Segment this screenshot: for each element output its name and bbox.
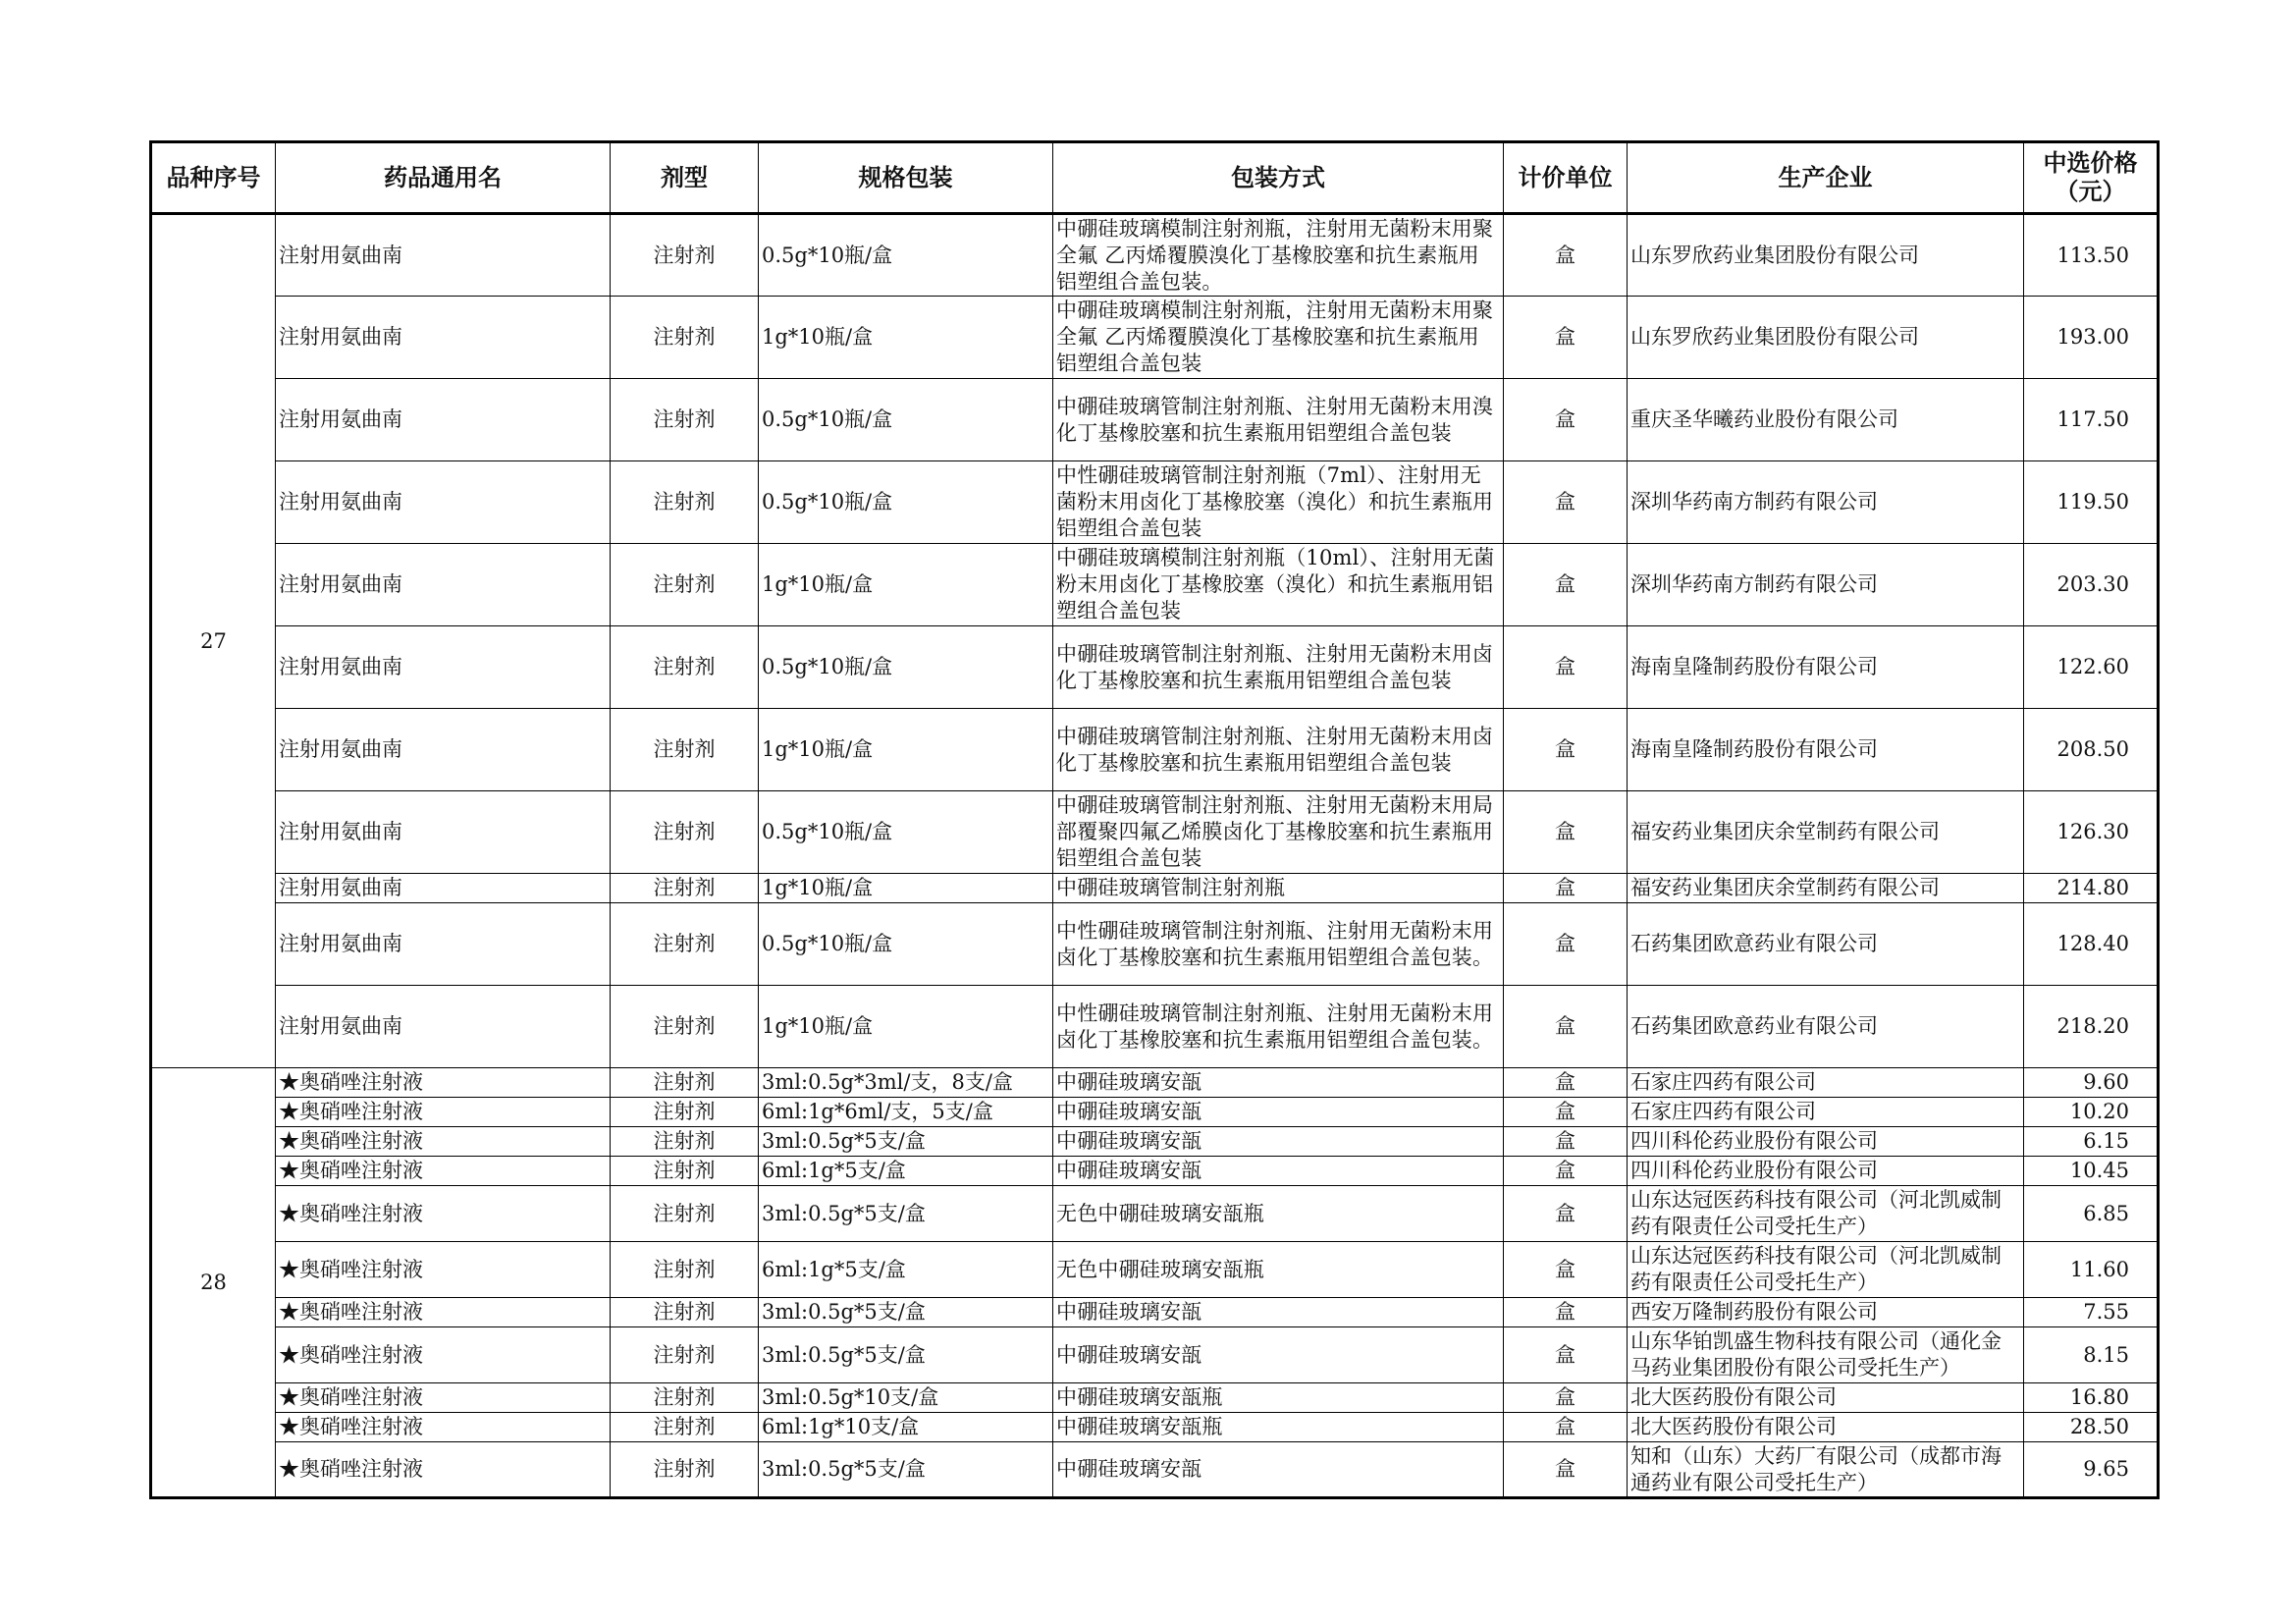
unit-cell: 盒	[1504, 1413, 1628, 1442]
unit-cell: 盒	[1504, 544, 1628, 626]
drug-name-cell: ★奥硝唑注射液	[276, 1413, 611, 1442]
table-row	[151, 544, 2159, 626]
packaging-cell: 中硼硅玻璃管制注射剂瓶、注射用无菌粉末用卤化丁基橡胶塞和抗生素瓶用铝塑组合盖包装	[1053, 709, 1504, 791]
spec-cell: 6ml:1g*5支/盒	[759, 1242, 1053, 1298]
dosage-form-cell: 注射剂	[611, 1127, 759, 1157]
table-row	[151, 1383, 2159, 1413]
table-row	[151, 297, 2159, 379]
drug-name-cell: 注射用氨曲南	[276, 297, 611, 379]
manufacturer-cell: 山东罗欣药业集团股份有限公司	[1628, 297, 2024, 379]
packaging-cell: 中硼硅玻璃安瓿	[1053, 1327, 1504, 1383]
price-cell: 126.30	[2024, 791, 2159, 874]
manufacturer-cell: 北大医药股份有限公司	[1628, 1383, 2024, 1413]
price-cell: 6.15	[2024, 1127, 2159, 1157]
manufacturer-cell: 石家庄四药有限公司	[1628, 1098, 2024, 1127]
table-row	[151, 874, 2159, 903]
header-unit: 计价单位	[1504, 142, 1628, 214]
drug-name-cell: ★奥硝唑注射液	[276, 1383, 611, 1413]
spec-cell: 6ml:1g*10支/盒	[759, 1413, 1053, 1442]
price-cell: 203.30	[2024, 544, 2159, 626]
drug-name-cell: ★奥硝唑注射液	[276, 1242, 611, 1298]
drug-name-cell: 注射用氨曲南	[276, 214, 611, 297]
spec-cell: 6ml:1g*5支/盒	[759, 1157, 1053, 1186]
packaging-cell: 中硼硅玻璃模制注射剂瓶，注射用无菌粉末用聚全氟 乙丙烯覆膜溴化丁基橡胶塞和抗生素瓶用铝塑组合盖包装。	[1053, 214, 1504, 297]
drug-name-cell: ★奥硝唑注射液	[276, 1068, 611, 1098]
drug-name-cell: ★奥硝唑注射液	[276, 1186, 611, 1242]
dosage-form-cell: 注射剂	[611, 461, 759, 544]
drug-name-cell: 注射用氨曲南	[276, 874, 611, 903]
drug-name-cell: ★奥硝唑注射液	[276, 1157, 611, 1186]
manufacturer-cell: 深圳华药南方制药有限公司	[1628, 461, 2024, 544]
spec-cell: 0.5g*10瓶/盒	[759, 214, 1053, 297]
price-cell: 16.80	[2024, 1383, 2159, 1413]
spec-cell: 0.5g*10瓶/盒	[759, 461, 1053, 544]
drug-name-cell: ★奥硝唑注射液	[276, 1298, 611, 1327]
manufacturer-cell: 海南皇隆制药股份有限公司	[1628, 626, 2024, 709]
spec-cell: 0.5g*10瓶/盒	[759, 626, 1053, 709]
dosage-form-cell: 注射剂	[611, 1298, 759, 1327]
dosage-form-cell: 注射剂	[611, 1186, 759, 1242]
manufacturer-cell: 西安万隆制药股份有限公司	[1628, 1298, 2024, 1327]
packaging-cell: 中硼硅玻璃安瓿	[1053, 1157, 1504, 1186]
seq-cell: 27	[151, 214, 276, 1068]
dosage-form-cell: 注射剂	[611, 709, 759, 791]
unit-cell: 盒	[1504, 214, 1628, 297]
packaging-cell: 中硼硅玻璃安瓿瓶	[1053, 1413, 1504, 1442]
drug-name-cell: 注射用氨曲南	[276, 379, 611, 461]
price-cell: 218.20	[2024, 986, 2159, 1068]
dosage-form-cell: 注射剂	[611, 214, 759, 297]
unit-cell: 盒	[1504, 1327, 1628, 1383]
packaging-cell: 中硼硅玻璃模制注射剂瓶，注射用无菌粉末用聚全氟 乙丙烯覆膜溴化丁基橡胶塞和抗生素瓶用铝塑组合盖包装	[1053, 297, 1504, 379]
price-table	[149, 140, 2160, 1499]
price-cell: 28.50	[2024, 1413, 2159, 1442]
dosage-form-cell: 注射剂	[611, 626, 759, 709]
packaging-cell: 中硼硅玻璃管制注射剂瓶、注射用无菌粉末用局部覆聚四氟乙烯膜卤化丁基橡胶塞和抗生素瓶用铝塑组合盖包装	[1053, 791, 1504, 874]
table-row	[151, 903, 2159, 986]
dosage-form-cell: 注射剂	[611, 1413, 759, 1442]
price-cell: 193.00	[2024, 297, 2159, 379]
header-dosage-form: 剂型	[611, 142, 759, 214]
packaging-cell: 中硼硅玻璃模制注射剂瓶（10ml）、注射用无菌粉末用卤化丁基橡胶塞（溴化）和抗生素瓶用铝塑组合盖包装	[1053, 544, 1504, 626]
drug-name-cell: 注射用氨曲南	[276, 903, 611, 986]
price-cell: 117.50	[2024, 379, 2159, 461]
table-row	[151, 1127, 2159, 1157]
price-cell: 119.50	[2024, 461, 2159, 544]
unit-cell: 盒	[1504, 1127, 1628, 1157]
table-row	[151, 1098, 2159, 1127]
price-cell: 122.60	[2024, 626, 2159, 709]
drug-name-cell: 注射用氨曲南	[276, 791, 611, 874]
table-row	[151, 626, 2159, 709]
manufacturer-cell: 石药集团欧意药业有限公司	[1628, 903, 2024, 986]
drug-name-cell: ★奥硝唑注射液	[276, 1327, 611, 1383]
dosage-form-cell: 注射剂	[611, 986, 759, 1068]
header-packaging: 包装方式	[1053, 142, 1504, 214]
spec-cell: 1g*10瓶/盒	[759, 709, 1053, 791]
price-cell: 9.60	[2024, 1068, 2159, 1098]
drug-name-cell: 注射用氨曲南	[276, 986, 611, 1068]
dosage-form-cell: 注射剂	[611, 1068, 759, 1098]
spec-cell: 1g*10瓶/盒	[759, 297, 1053, 379]
table-row	[151, 791, 2159, 874]
table-row	[151, 1327, 2159, 1383]
manufacturer-cell: 石家庄四药有限公司	[1628, 1068, 2024, 1098]
spec-cell: 1g*10瓶/盒	[759, 986, 1053, 1068]
drug-name-cell: ★奥硝唑注射液	[276, 1442, 611, 1498]
drug-name-cell: 注射用氨曲南	[276, 544, 611, 626]
manufacturer-cell: 山东罗欣药业集团股份有限公司	[1628, 214, 2024, 297]
header-price: 中选价格 （元）	[2024, 142, 2159, 214]
unit-cell: 盒	[1504, 379, 1628, 461]
unit-cell: 盒	[1504, 874, 1628, 903]
unit-cell: 盒	[1504, 1298, 1628, 1327]
dosage-form-cell: 注射剂	[611, 297, 759, 379]
unit-cell: 盒	[1504, 626, 1628, 709]
table-row	[151, 461, 2159, 544]
packaging-cell: 中硼硅玻璃安瓿瓶	[1053, 1383, 1504, 1413]
spec-cell: 3ml:0.5g*5支/盒	[759, 1127, 1053, 1157]
price-cell: 6.85	[2024, 1186, 2159, 1242]
drug-name-cell: ★奥硝唑注射液	[276, 1098, 611, 1127]
price-cell: 113.50	[2024, 214, 2159, 297]
spec-cell: 3ml:0.5g*10支/盒	[759, 1383, 1053, 1413]
manufacturer-cell: 四川科伦药业股份有限公司	[1628, 1127, 2024, 1157]
unit-cell: 盒	[1504, 1098, 1628, 1127]
unit-cell: 盒	[1504, 297, 1628, 379]
spec-cell: 3ml:0.5g*3ml/支，8支/盒	[759, 1068, 1053, 1098]
dosage-form-cell: 注射剂	[611, 1442, 759, 1498]
manufacturer-cell: 山东达冠医药科技有限公司（河北凯威制药有限责任公司受托生产）	[1628, 1242, 2024, 1298]
drug-name-cell: 注射用氨曲南	[276, 626, 611, 709]
price-cell: 11.60	[2024, 1242, 2159, 1298]
drug-name-cell: 注射用氨曲南	[276, 709, 611, 791]
table-row	[151, 1442, 2159, 1498]
spec-cell: 0.5g*10瓶/盒	[759, 791, 1053, 874]
price-cell: 8.15	[2024, 1327, 2159, 1383]
packaging-cell: 中性硼硅玻璃管制注射剂瓶、注射用无菌粉末用卤化丁基橡胶塞和抗生素瓶用铝塑组合盖包装。	[1053, 903, 1504, 986]
dosage-form-cell: 注射剂	[611, 791, 759, 874]
dosage-form-cell: 注射剂	[611, 544, 759, 626]
spec-cell: 6ml:1g*6ml/支，5支/盒	[759, 1098, 1053, 1127]
dosage-form-cell: 注射剂	[611, 1327, 759, 1383]
dosage-form-cell: 注射剂	[611, 1098, 759, 1127]
packaging-cell: 中硼硅玻璃安瓿	[1053, 1098, 1504, 1127]
table-row	[151, 709, 2159, 791]
unit-cell: 盒	[1504, 461, 1628, 544]
manufacturer-cell: 海南皇隆制药股份有限公司	[1628, 709, 2024, 791]
packaging-cell: 中性硼硅玻璃管制注射剂瓶、注射用无菌粉末用卤化丁基橡胶塞和抗生素瓶用铝塑组合盖包装。	[1053, 986, 1504, 1068]
dosage-form-cell: 注射剂	[611, 903, 759, 986]
manufacturer-cell: 四川科伦药业股份有限公司	[1628, 1157, 2024, 1186]
spec-cell: 0.5g*10瓶/盒	[759, 379, 1053, 461]
manufacturer-cell: 北大医药股份有限公司	[1628, 1413, 2024, 1442]
header-spec: 规格包装	[759, 142, 1053, 214]
manufacturer-cell: 福安药业集团庆余堂制药有限公司	[1628, 874, 2024, 903]
manufacturer-cell: 深圳华药南方制药有限公司	[1628, 544, 2024, 626]
header-seq: 品种序号	[151, 142, 276, 214]
price-cell: 10.45	[2024, 1157, 2159, 1186]
packaging-cell: 中硼硅玻璃安瓿	[1053, 1442, 1504, 1498]
manufacturer-cell: 重庆圣华曦药业股份有限公司	[1628, 379, 2024, 461]
table-row	[151, 214, 2159, 297]
spec-cell: 1g*10瓶/盒	[759, 874, 1053, 903]
manufacturer-cell: 石药集团欧意药业有限公司	[1628, 986, 2024, 1068]
spec-cell: 3ml:0.5g*5支/盒	[759, 1327, 1053, 1383]
dosage-form-cell: 注射剂	[611, 1383, 759, 1413]
unit-cell: 盒	[1504, 1442, 1628, 1498]
unit-cell: 盒	[1504, 1186, 1628, 1242]
price-cell: 128.40	[2024, 903, 2159, 986]
header-manufacturer: 生产企业	[1628, 142, 2024, 214]
manufacturer-cell: 山东达冠医药科技有限公司（河北凯威制药有限责任公司受托生产）	[1628, 1186, 2024, 1242]
table-row	[151, 379, 2159, 461]
table-row	[151, 1068, 2159, 1098]
price-cell: 9.65	[2024, 1442, 2159, 1498]
unit-cell: 盒	[1504, 903, 1628, 986]
dosage-form-cell: 注射剂	[611, 379, 759, 461]
packaging-cell: 中硼硅玻璃管制注射剂瓶、注射用无菌粉末用溴化丁基橡胶塞和抗生素瓶用铝塑组合盖包装	[1053, 379, 1504, 461]
price-cell: 214.80	[2024, 874, 2159, 903]
header-row	[151, 142, 2159, 214]
manufacturer-cell: 山东华铂凯盛生物科技有限公司（通化金马药业集团股份有限公司受托生产）	[1628, 1327, 2024, 1383]
packaging-cell: 中硼硅玻璃管制注射剂瓶、注射用无菌粉末用卤化丁基橡胶塞和抗生素瓶用铝塑组合盖包装	[1053, 626, 1504, 709]
spec-cell: 1g*10瓶/盒	[759, 544, 1053, 626]
header-drug-name: 药品通用名	[276, 142, 611, 214]
unit-cell: 盒	[1504, 1242, 1628, 1298]
table-row	[151, 1186, 2159, 1242]
table-row	[151, 1242, 2159, 1298]
unit-cell: 盒	[1504, 986, 1628, 1068]
price-cell: 10.20	[2024, 1098, 2159, 1127]
spec-cell: 0.5g*10瓶/盒	[759, 903, 1053, 986]
dosage-form-cell: 注射剂	[611, 1242, 759, 1298]
packaging-cell: 无色中硼硅玻璃安瓿瓶	[1053, 1242, 1504, 1298]
table-row	[151, 986, 2159, 1068]
drug-name-cell: ★奥硝唑注射液	[276, 1127, 611, 1157]
price-cell: 208.50	[2024, 709, 2159, 791]
price-cell: 7.55	[2024, 1298, 2159, 1327]
packaging-cell: 中硼硅玻璃安瓿	[1053, 1127, 1504, 1157]
packaging-cell: 中硼硅玻璃安瓿	[1053, 1068, 1504, 1098]
unit-cell: 盒	[1504, 1383, 1628, 1413]
unit-cell: 盒	[1504, 1157, 1628, 1186]
unit-cell: 盒	[1504, 791, 1628, 874]
unit-cell: 盒	[1504, 1068, 1628, 1098]
seq-cell: 28	[151, 1068, 276, 1498]
manufacturer-cell: 知和（山东）大药厂有限公司（成都市海通药业有限公司受托生产）	[1628, 1442, 2024, 1498]
table-row	[151, 1157, 2159, 1186]
packaging-cell: 无色中硼硅玻璃安瓿瓶	[1053, 1186, 1504, 1242]
manufacturer-cell: 福安药业集团庆余堂制药有限公司	[1628, 791, 2024, 874]
dosage-form-cell: 注射剂	[611, 1157, 759, 1186]
packaging-cell: 中硼硅玻璃安瓿	[1053, 1298, 1504, 1327]
spec-cell: 3ml:0.5g*5支/盒	[759, 1442, 1053, 1498]
spec-cell: 3ml:0.5g*5支/盒	[759, 1298, 1053, 1327]
table-row	[151, 1298, 2159, 1327]
drug-name-cell: 注射用氨曲南	[276, 461, 611, 544]
spec-cell: 3ml:0.5g*5支/盒	[759, 1186, 1053, 1242]
packaging-cell: 中性硼硅玻璃管制注射剂瓶（7ml）、注射用无菌粉末用卤化丁基橡胶塞（溴化）和抗生素瓶用铝塑组合盖包装	[1053, 461, 1504, 544]
packaging-cell: 中硼硅玻璃管制注射剂瓶	[1053, 874, 1504, 903]
table-row	[151, 1413, 2159, 1442]
unit-cell: 盒	[1504, 709, 1628, 791]
dosage-form-cell: 注射剂	[611, 874, 759, 903]
